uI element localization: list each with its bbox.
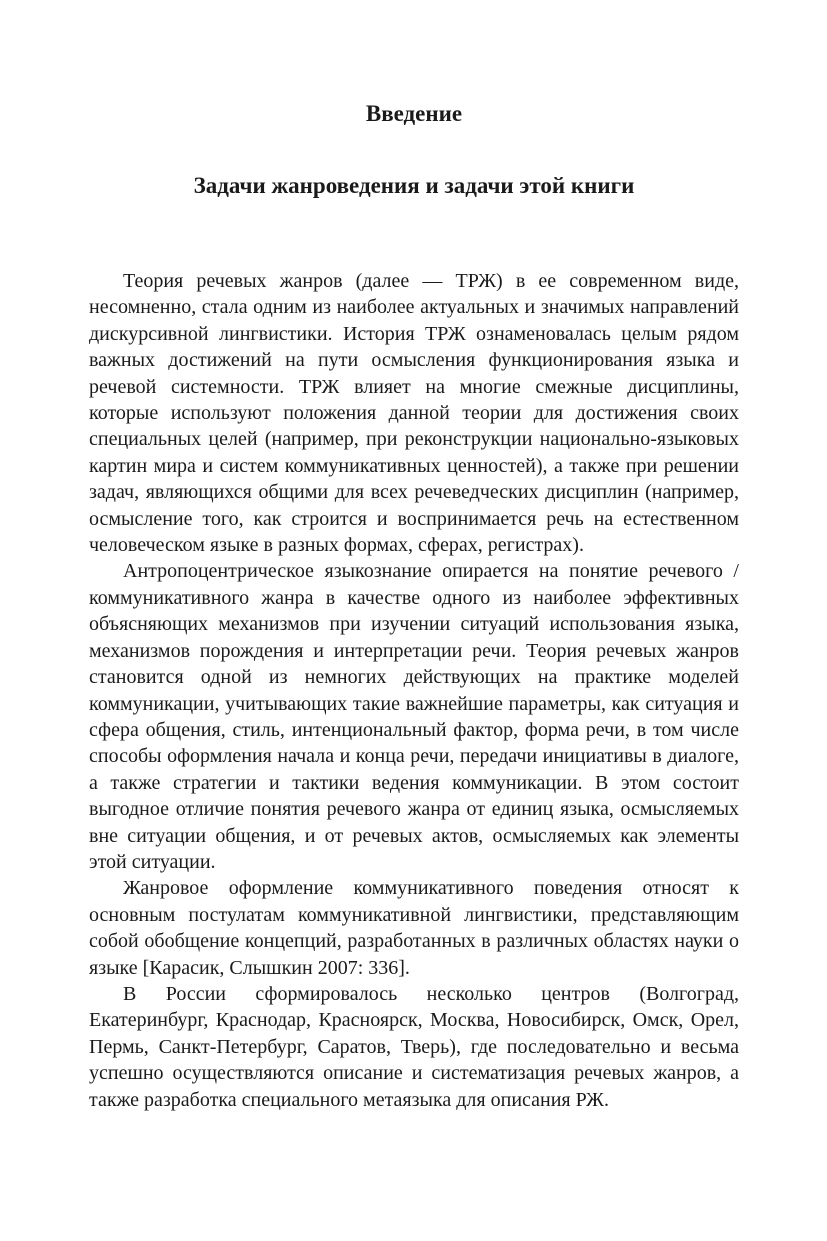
paragraph: Теория речевых жанров (далее — ТРЖ) в ее современном виде, несомненно, стала одним из наиболее актуальных и значимых направлений дискурсивной лингвистики. История ТРЖ ознаменовалась целым рядом важных достижений на пути осмысления функционирования языка и речевой системности. ТРЖ влияет на многие смежные дисциплины, которые используют положения данной теории для достижения своих специальных целей (например, при реконструкции национально-языковых картин мира и систем коммуникативных ценностей), а также при решении задач, являющихся общими для всех речеведческих дисциплин (например, осмысление того, как строится и воспринимается речь на естественном человеческом языке в разных формах, сферах, регистрах). (89, 270, 739, 557)
paragraph: В России сформировалось несколько центров (Волгоград, Екатеринбург, Краснодар, Красноярск, Москва, Новосибирск, Омск, Орел, Пермь, Санкт-Петербург, Саратов, Тверь), где последовательно и весьма успешно осуществляются описание и систематизация речевых жанров, а также разработка специального метаязыка для описания РЖ. (89, 982, 739, 1111)
section-heading: Введение (365, 101, 463, 126)
paragraph: Жанровое оформление коммуникативного поведения относят к основным постулатам коммуникативной лингвистики, представляющим собой обобщение концепций, разработанных в различных областях науки о языке [Карасик, Слышкин 2007: 336]. (89, 877, 739, 979)
paragraph: Антропоцентрическое языкознание опирается на понятие речевого / коммуникативного жанра в качестве одного из наиболее эффективных объясняющих механизмов при изучении ситуаций использования языка, механизмов порождения и интерпретации речи. Теория речевых жанров становится одной из немногих действующих на практике моделей коммуникации, учитывающих такие важнейшие параметры, как ситуация и сфера общения, стиль, интенциональный фактор, форма речи, в том числе способы оформления начала и конца речи, передачи инициативы в диалоге, а также стратегии и тактики ведения коммуникации. В этом состоит выгодное отличие понятия речевого жанра от единиц языка, осмысляемых вне ситуации общения, и от речевых актов, осмысляемых как элементы этой ситуации. (89, 560, 739, 873)
chapter-title: Задачи жанроведения и задачи этой книги (193, 173, 635, 198)
book-page (89, 96, 739, 1113)
body-text (89, 268, 739, 1113)
